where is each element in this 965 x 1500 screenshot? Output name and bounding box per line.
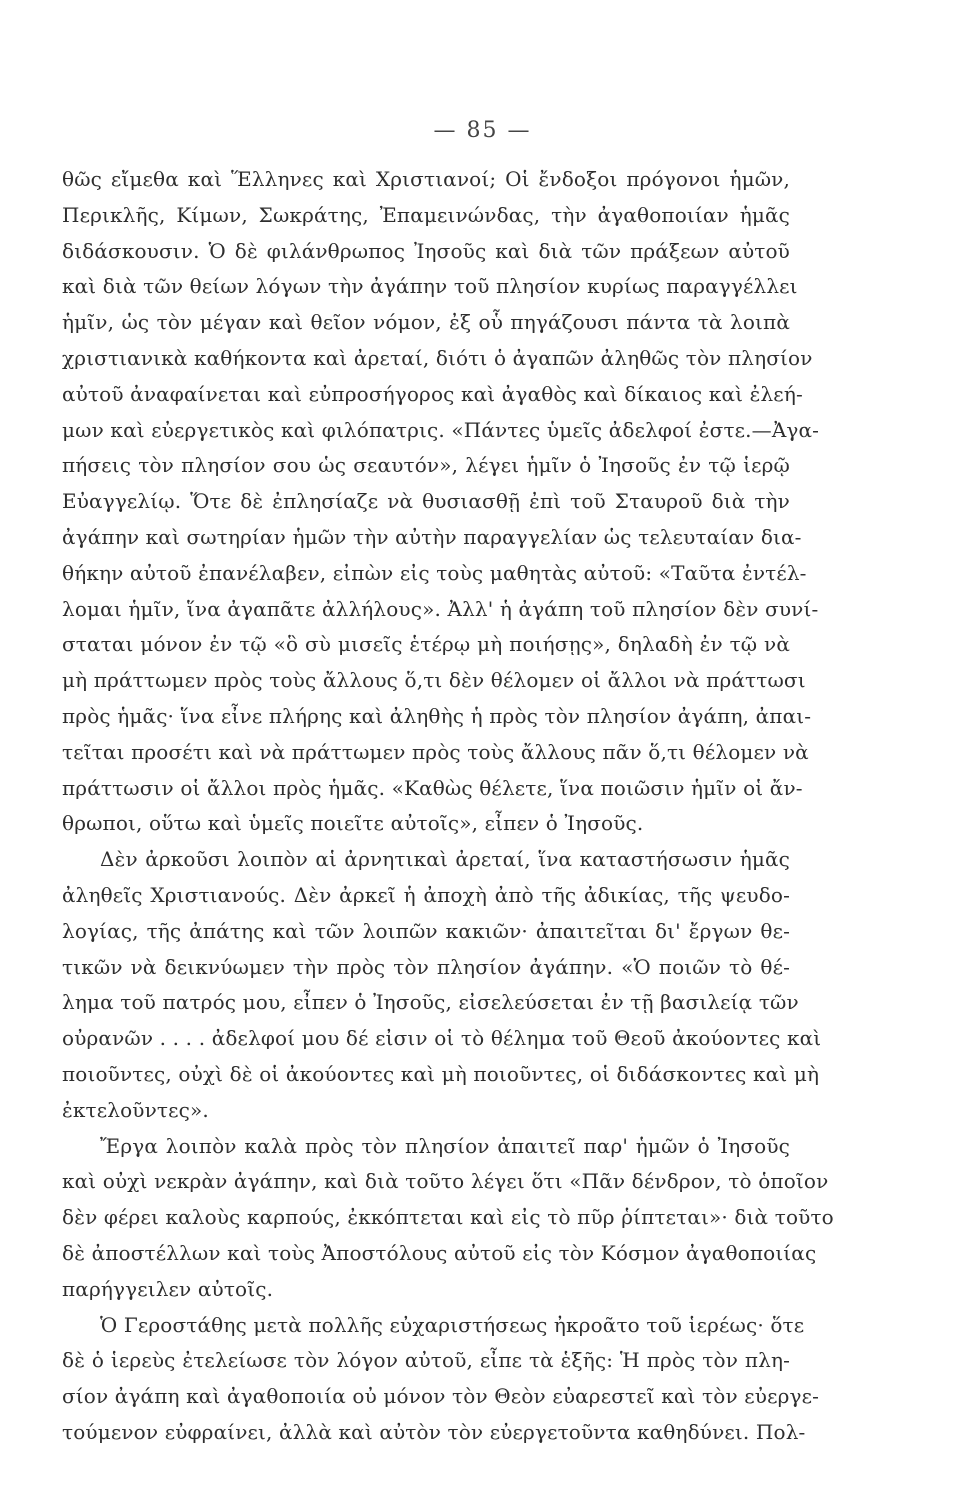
text-line: ἡμῖν, ὡς τὸν μέγαν καὶ θεῖον νόμον, ἐξ οὗ πηγάζουσι πάντα τὰ λοιπὰ [62,310,790,335]
body-text [62,162,834,1451]
page-number: — 85 — [433,118,532,143]
text-line: αὐτοῦ ἀναφαίνεται καὶ εὐπροσήγορος καὶ ἀγαθὸς καὶ δίκαιος καὶ ἐλεή- [62,381,803,406]
text-line: ἀγάπην καὶ σωτηρίαν ἡμῶν τὴν αὐτὴν παραγγελίαν ὡς τελευταίαν δια- [62,524,802,549]
text-line: τεῖται προσέτι καὶ νὰ πράττωμεν πρὸς τοὺς ἄλλους πᾶν ὅ,τι θέλομεν νὰ [62,739,809,764]
text-line: θήκην αὐτοῦ ἐπανέλαβεν, εἰπὼν εἰς τοὺς μαθητὰς αὐτοῦ: «Ταῦτα ἐντέλ- [62,560,807,585]
text-line: Εὐαγγελίῳ. Ὅτε δὲ ἐπλησίαζε νὰ θυσιασθῇ ἐπὶ τοῦ Σταυροῦ διὰ τὴν [62,489,790,514]
text-line: πήσεις τὸν πλησίον σου ὡς σεαυτόν», λέγει ἡμῖν ὁ Ἰησοῦς ἐν τῷ ἱερῷ [62,453,790,478]
paragraph-start-line: Ἔργα λοιπὸν καλὰ πρὸς τὸν πλησίον ἀπαιτεῖ παρ' ἡμῶν ὁ Ἰησοῦς [100,1133,790,1158]
text-line: ἐκτελοῦντες». [62,1097,209,1122]
text-line: χριστιανικὰ καθήκοντα καὶ ἀρεταί, διότι ὁ ἀγαπῶν ἀληθῶς τὸν πλησίον [62,345,813,370]
text-line: σταται μόνον ἐν τῷ «ὃ σὺ μισεῖς ἑτέρῳ μὴ ποιήσῃς», δηλαδὴ ἐν τῷ νὰ [62,632,790,657]
text-line: μὴ πράττωμεν πρὸς τοὺς ἄλλους ὅ,τι δὲν θέλομεν οἱ ἄλλοι νὰ πράττωσι [62,668,806,693]
text-line: δὲ ἀποστέλλων καὶ τοὺς Ἀποστόλους αὐτοῦ εἰς τὸν Κόσμον ἀγαθοποιίας [62,1240,817,1265]
text-line: καὶ οὐχὶ νεκρὰν ἀγάπην, καὶ διὰ τοῦτο λέγει ὅτι «Πᾶν δένδρον, τὸ ὁποῖον [62,1169,829,1194]
paragraph-start-line: Ὁ Γεροστάθης μετὰ πολλῆς εὐχαριστήσεως ἠκροᾶτο τοῦ ἱερέως· ὅτε [100,1312,805,1337]
text-line: τούμενον εὐφραίνει, ἀλλὰ καὶ αὐτὸν τὸν εὐεργετοῦντα καθηδύνει. Πολ- [62,1419,806,1444]
paragraph-start-line: Δὲν ἀρκοῦσι λοιπὸν αἱ ἀρνητικαὶ ἀρεταί, ἵνα καταστήσωσιν ἡμᾶς [100,847,790,872]
text-line: λογίας, τῆς ἀπάτης καὶ τῶν λοιπῶν κακιῶν· ἀπαιτεῖται δι' ἔργων θε- [62,918,790,943]
text-line: δὲ ὁ ἱερεὺς ἐτελείωσε τὸν λόγον αὐτοῦ, εἶπε τὰ ἑξῆς: Ἡ πρὸς τὸν πλη- [62,1348,790,1373]
text-line: δὲν φέρει καλοὺς καρπούς, ἐκκόπτεται καὶ εἰς τὸ πῦρ ῥίπτεται»· διὰ τοῦτο [62,1205,834,1230]
text-line: πράττωσιν οἱ ἄλλοι πρὸς ἡμᾶς. «Καθὼς θέλετε, ἵνα ποιῶσιν ἡμῖν οἱ ἄν- [62,775,803,800]
text-line: μων καὶ εὐεργετικὸς καὶ φιλόπατρις. «Πάντες ὑμεῖς ἀδελφοί ἐστε.—Ἀγα- [62,417,820,442]
text-line: καὶ διὰ τῶν θείων λόγων τὴν ἀγάπην τοῦ πλησίον κυρίως παραγγέλλει [62,274,798,299]
text-line: λημα τοῦ πατρός μου, εἶπεν ὁ Ἰησοῦς, εἰσελεύσεται ἐν τῇ βασιλείᾳ τῶν [62,990,799,1015]
text-line: διδάσκουσιν. Ὁ δὲ φιλάνθρωπος Ἰησοῦς καὶ διὰ τῶν πράξεων αὐτοῦ [62,238,790,263]
text-line: ἀληθεῖς Χριστιανούς. Δὲν ἀρκεῖ ἡ ἀποχὴ ἀπὸ τῆς ἀδικίας, τῆς ψευδο- [62,882,790,907]
text-line: παρήγγειλεν αὐτοῖς. [62,1276,274,1301]
text-line: πρὸς ἡμᾶς· ἵνα εἶνε πλήρης καὶ ἀληθὴς ἡ πρὸς τὸν πλησίον ἀγάπη, ἀπαι- [62,703,812,728]
text-line: ποιοῦντες, οὐχὶ δὲ οἱ ἀκούοντες καὶ μὴ ποιοῦντες, οἱ διδάσκοντες καὶ μὴ [62,1061,820,1086]
text-line: οὐρανῶν . . . . ἀδελφοί μου δέ εἰσιν οἱ τὸ θέλημα τοῦ Θεοῦ ἀκούοντες καὶ [62,1026,822,1051]
text-line: λομαι ἡμῖν, ἵνα ἀγαπᾶτε ἀλλήλους». Ἀλλ' ἡ ἀγάπη τοῦ πλησίον δὲν συνί- [62,596,819,621]
text-line: Περικλῆς, Κίμων, Σωκράτης, Ἐπαμεινώνδας, τὴν ἀγαθοποιίαν ἡμᾶς [62,202,790,227]
text-line: θῶς εἴμεθα καὶ Ἕλληνες καὶ Χριστιανοί; Οἱ ἔνδοξοι πρόγονοι ἡμῶν, [62,167,790,191]
text-line: θρωποι, οὕτω καὶ ὑμεῖς ποιεῖτε αὐτοῖς», εἶπεν ὁ Ἰησοῦς. [62,811,644,836]
text-line: σίον ἀγάπη καὶ ἀγαθοποιία οὐ μόνον τὸν Θεὸν εὐαρεστεῖ καὶ τὸν εὐεργε- [62,1384,820,1409]
text-line: τικῶν νὰ δεικνύωμεν τὴν πρὸς τὸν πλησίον ἀγάπην. «Ὁ ποιῶν τὸ θέ- [62,954,790,979]
